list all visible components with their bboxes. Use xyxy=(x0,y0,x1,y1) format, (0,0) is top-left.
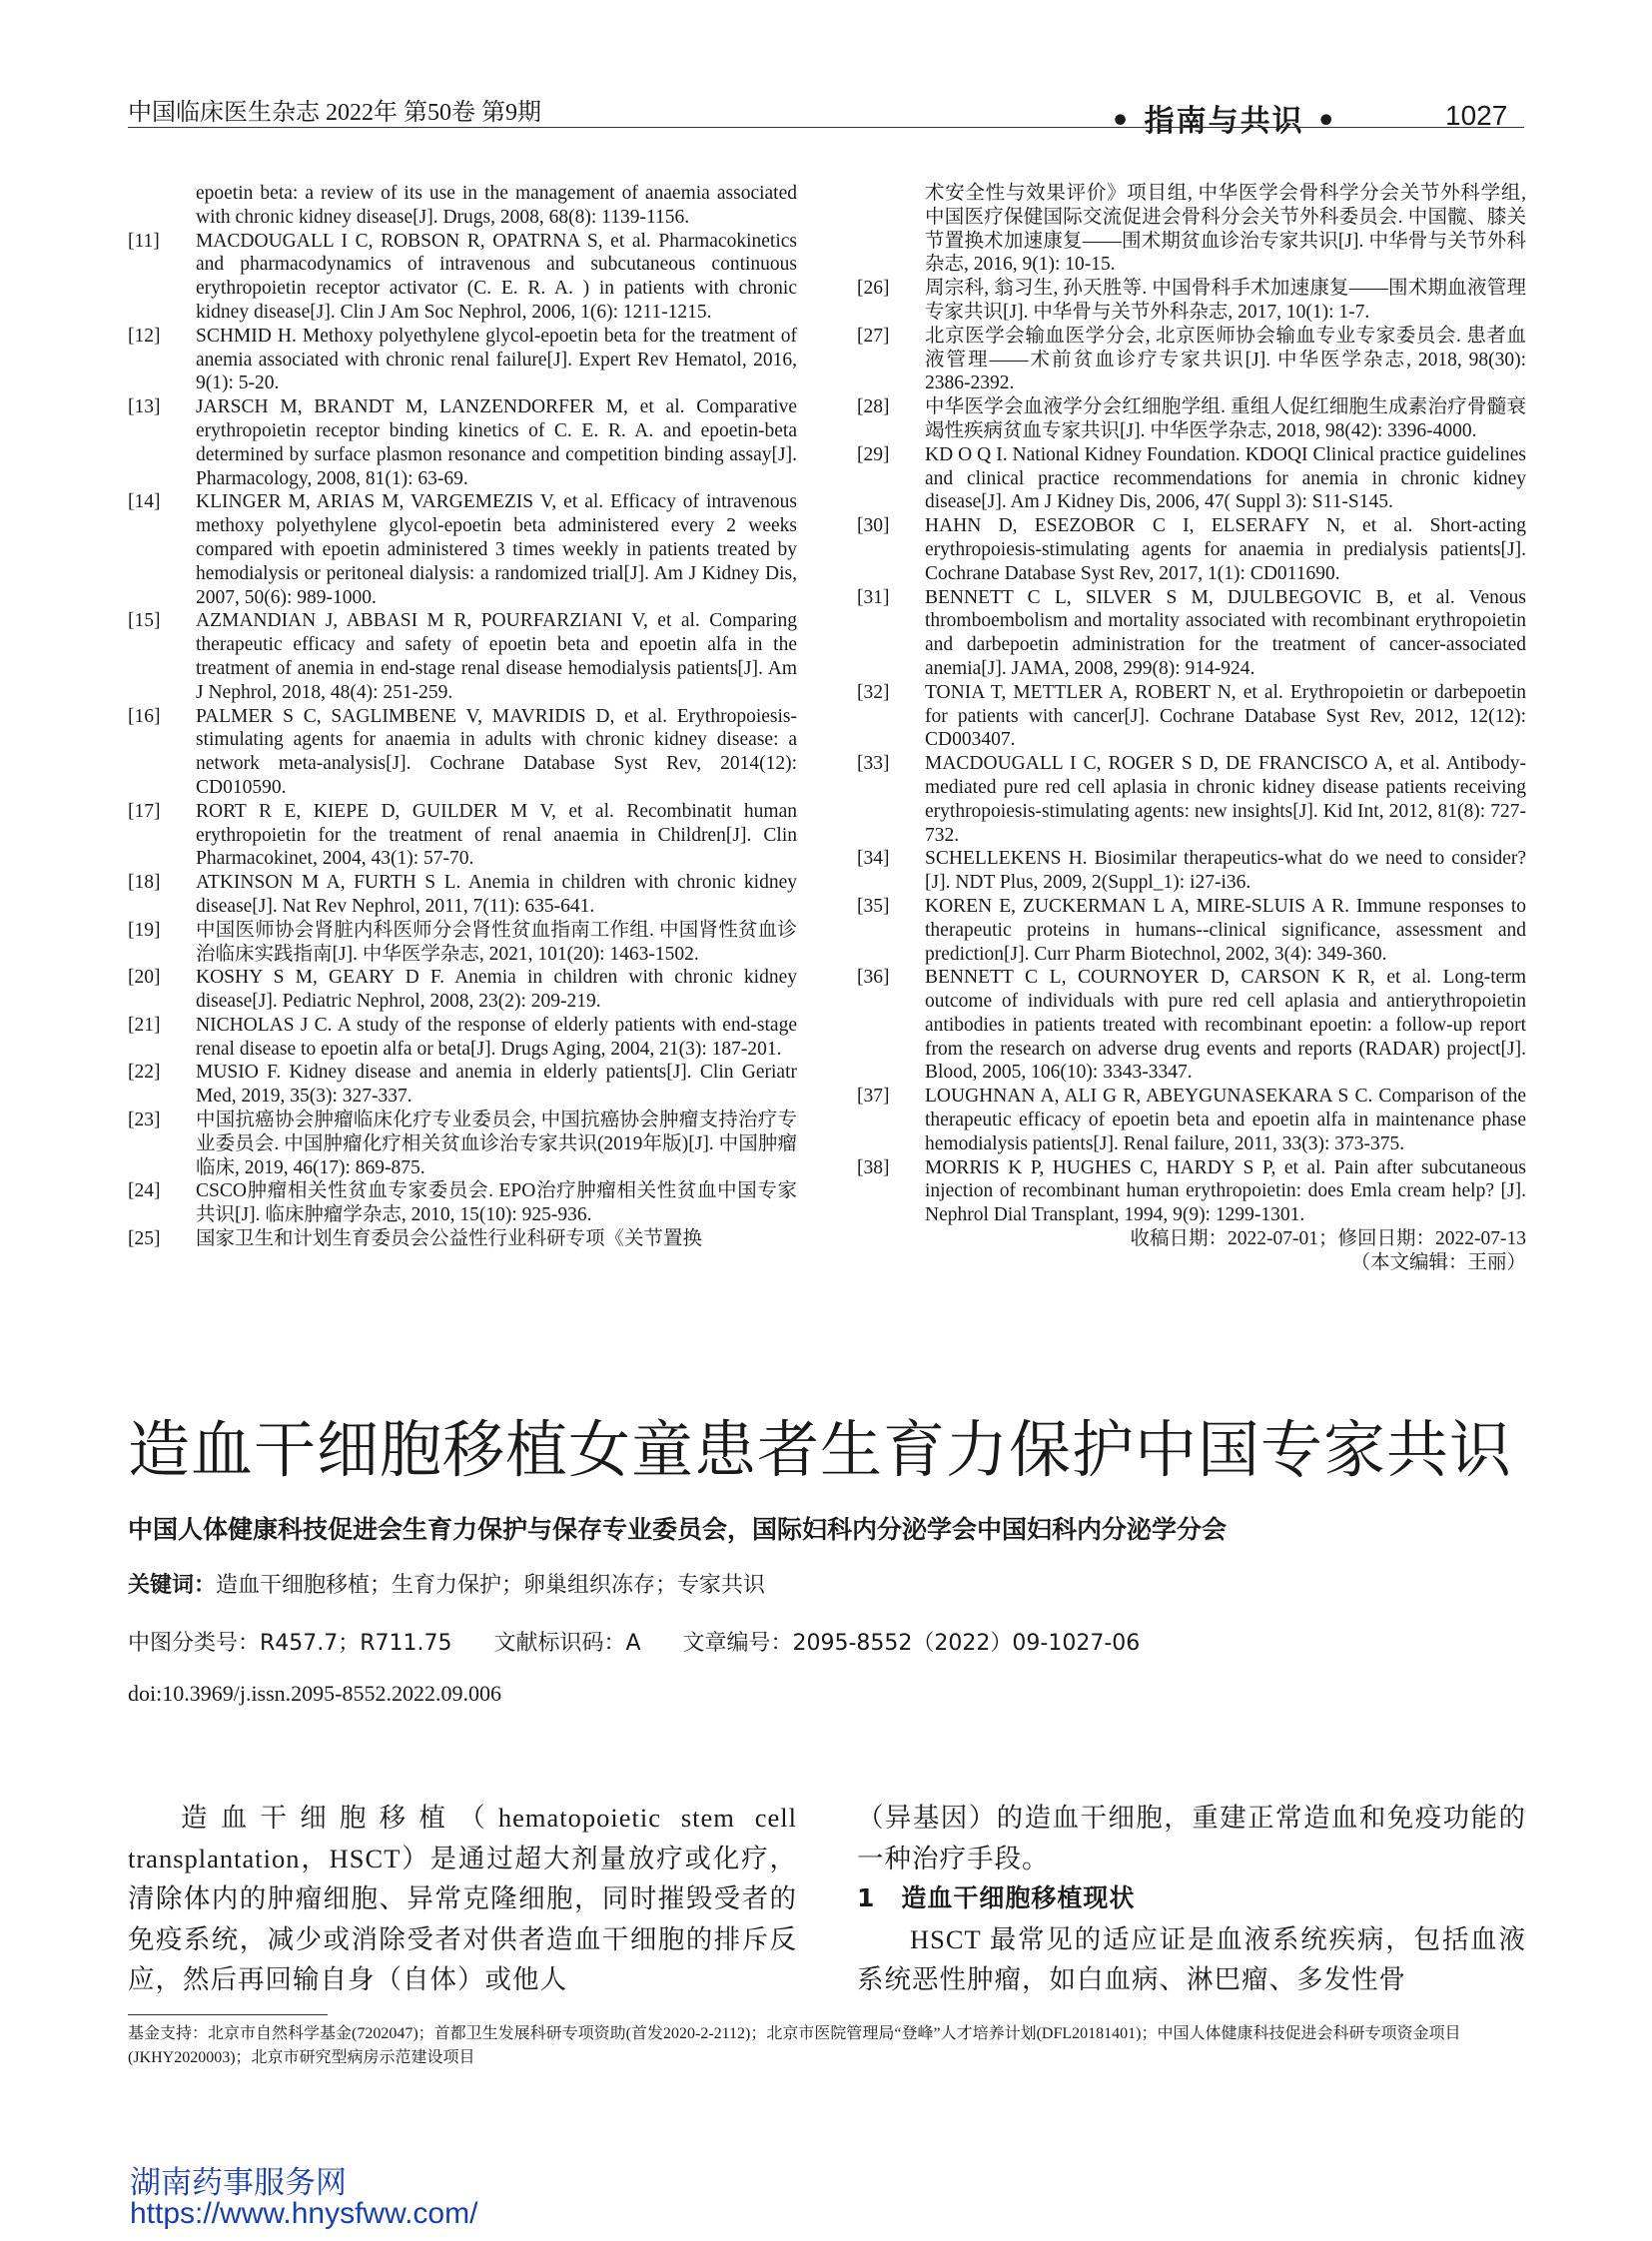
reference-text: KLINGER M, ARIAS M, VARGEMEZIS V, et al. Efficacy of intravenous methoxy polyethylene glycol-epoetin beta administered every 2 weeks compared with epoetin administered 3 times weekly in patients treated by hemodialysis or peritoneal dialysis: a randomized trial[J]. Am J Kidney Dis, 2007, 50(6): 989-1000. xyxy=(196,491,797,608)
reference-item xyxy=(128,609,797,704)
section-heading: 1 造血干细胞移植现状 xyxy=(857,1883,1136,1912)
reference-text: MUSIO F. Kidney disease and anemia in elderly patients[J]. Clin Geriatr Med, 2019, 35(3): 327-337. xyxy=(196,1062,797,1108)
reference-text: KD O Q I. National Kidney Foundation. KDOQI Clinical practice guidelines and clinical practice recommendations for anemia in chronic kidney disease[J]. Am J Kidney Dis, 2006, 47( Suppl 3): S11-S145. xyxy=(925,443,1526,513)
reference-number: [33] xyxy=(857,753,890,775)
reference-item xyxy=(128,800,797,871)
reference-text: RORT R E, KIEPE D, GUILDER M V, et al. Recombinatit human erythropoietin for the treatment of renal anaemia in Children[J]. Clin Pharmacokinet, 2004, 43(1): 57-70. xyxy=(196,800,797,870)
reference-text: CSCO肿瘤相关性贫血专家委员会. EPO治疗肿瘤相关性贫血中国专家共识[J]. 临床肿瘤学杂志, 2010, 15(10): 925-936. xyxy=(196,1180,797,1226)
classification-info: 中图分类号：R457.7；R711.75 文献标识码：A 文章编号：2095-8552（2022）09-1027-06 xyxy=(128,1631,1141,1656)
reference-text: 中华医学会血液学分会红细胞学组. 重组人促红细胞生成素治疗骨髓衰竭性疾病贫血专家共识[J]. 中华医学杂志, 2018, 98(42): 3396-4000. xyxy=(925,396,1526,441)
reference-item xyxy=(857,277,1526,325)
reference-item xyxy=(128,1014,797,1062)
reference-number: [25] xyxy=(128,1228,161,1250)
reference-text: 中国抗癌协会肿瘤临床化疗专业委员会, 中国抗癌协会肿瘤支持治疗专业委员会. 中国肿瘤化疗相关贫血诊治专家共识(2019年版)[J]. 中国肿瘤临床, 2019, 46(17): 869-875. xyxy=(196,1110,797,1178)
reference-item xyxy=(857,182,1526,277)
reference-text: BENNETT C L, SILVER S M, DJULBEGOVIC B, et al. Venous thromboembolism and mortality associated with recombinant erythropoietin and darbepoetin administration for the treatment of cancer-associated anemia[J]. JAMA, 2008, 299(8): 914-924. xyxy=(925,586,1526,679)
funding-footnote: 基金支持：北京市自然科学基金(7202047)；首都卫生发展科研专项资助(首发2020-2-2112)；北京市医院管理局“登峰”人才培养计划(DFL20181401)；中国人体健康科技促进会科研专项资金项目(JKHY2020003)；北京市研究型病房示范建设项目 xyxy=(128,2025,1461,2066)
body-paragraph: 造血干细胞移植（hematopoietic stem cell transplantation，HSCT）是通过超大剂量放疗或化疗，清除体内的肿瘤细胞、异常克隆细胞，同时摧毁受者的免疫系统，减少或消除受者对供者造血干细胞的排斥反应，然后再回输自身（自体）或他人 xyxy=(128,1803,797,1994)
watermark-url[interactable]: https://www.hnysfww.com/ xyxy=(130,2197,478,2230)
reference-number: [27] xyxy=(857,325,890,347)
reference-item xyxy=(857,681,1526,752)
reference-number: [15] xyxy=(128,610,161,632)
reference-number: [24] xyxy=(128,1180,161,1202)
reference-item xyxy=(128,871,797,919)
reference-number: [37] xyxy=(857,1086,890,1108)
reference-item xyxy=(857,895,1526,966)
reference-text: HAHN D, ESEZOBOR C I, ELSERAFY N, et al. Short-acting erythropoiesis-stimulating agents for anaemia in predialysis patients[J]. Cochrane Database Syst Rev, 2017, 1(1): CD011690. xyxy=(925,515,1526,584)
reference-text: BENNETT C L, COURNOYER D, CARSON K R, et al. Long-term outcome of individuals with pure red cell aplasia and antierythropoietin antibodies in patients treated with recombinant epoetin: a follow-up report from the research on adverse drug events and reports (RADAR) project[J]. Blood, 2005, 106(10): 3343-3347. xyxy=(925,967,1526,1084)
reference-number: [12] xyxy=(128,325,161,347)
reference-item xyxy=(128,325,797,395)
reference-item xyxy=(128,966,797,1014)
reference-item xyxy=(128,1109,797,1179)
reference-text: 周宗科, 翁习生, 孙天胜等. 中国骨科手术加速康复——围术期血液管理专家共识[J]. 中华骨与关节外科杂志, 2017, 10(1): 1-7. xyxy=(925,278,1526,323)
reference-number: [19] xyxy=(128,919,161,941)
reference-item xyxy=(128,395,797,490)
reference-text: 中国医师协会肾脏内科医师分会肾性贫血指南工作组. 中国肾性贫血诊治临床实践指南[J]. 中华医学杂志, 2021, 101(20): 1463-1502. xyxy=(196,919,797,965)
reference-item xyxy=(857,1156,1526,1227)
keywords xyxy=(128,1568,765,1599)
reference-number: [34] xyxy=(857,848,890,870)
reference-number: [28] xyxy=(857,396,890,418)
keywords-text: 造血干细胞移植；生育力保护；卵巢组织冻存；专家共识 xyxy=(216,1573,766,1598)
reference-number: [14] xyxy=(128,491,161,513)
reference-item xyxy=(128,919,797,967)
reference-item xyxy=(128,182,797,230)
reference-item xyxy=(857,325,1526,395)
reference-text: NICHOLAS J C. A study of the response of elderly patients with end-stage renal disease to epoetin alfa or beta[J]. Drugs Aging, 2004, 21(3): 187-201. xyxy=(196,1014,797,1060)
reference-number: [20] xyxy=(128,967,161,989)
reference-number: [32] xyxy=(857,681,890,703)
reference-text: ATKINSON M A, FURTH S L. Anemia in children with chronic kidney disease[J]. Nat Rev Nephrol, 2011, 7(11): 635-641. xyxy=(196,872,797,917)
keywords-label: 关键词： xyxy=(128,1573,217,1598)
received-date: 收稿日期：2022-07-01；修回日期：2022-07-13 xyxy=(1130,1228,1526,1250)
page-number: 1027 xyxy=(1445,100,1508,131)
reference-text: SCHELLEKENS H. Biosimilar therapeutics-what do we need to consider? [J]. NDT Plus, 2009, 2(Suppl_1): i27-i36. xyxy=(925,848,1526,894)
reference-text: MORRIS K P, HUGHES C, HARDY S P, et al. Pain after subcutaneous injection of recombinant human erythropoietin: does Emla cream help? [J]. Nephrol Dial Transplant, 1994, 9(9): 1299-1301. xyxy=(925,1156,1526,1226)
article-authors: 中国人体健康科技促进会生育力保护与保存专业委员会，国际妇科内分泌学会中国妇科内分泌学分会 xyxy=(128,1515,1228,1544)
header-rule xyxy=(128,127,1524,128)
reference-number: [23] xyxy=(128,1110,161,1131)
reference-number: [13] xyxy=(128,396,161,418)
section-label: • 指南与共识 • xyxy=(1111,104,1338,139)
reference-number: [38] xyxy=(857,1156,890,1178)
reference-text: PALMER S C, SAGLIMBENE V, MAVRIDIS D, et al. Erythropoiesis-stimulating agents for anaemia in adults with chronic kidney disease: a network meta-analysis[J]. Cochrane Database Syst Rev, 2014(12): CD010590. xyxy=(196,705,797,798)
reference-number: [36] xyxy=(857,967,890,989)
reference-number: [21] xyxy=(128,1014,161,1036)
reference-item xyxy=(128,490,797,609)
reference-list-left xyxy=(128,182,797,1251)
reference-text: epoetin beta: a review of its use in the management of anaemia associated with chronic kidney disease[J]. Drugs, 2008, 68(8): 1139-1156. xyxy=(196,183,797,228)
reference-text: SCHMID H. Methoxy polyethylene glycol-epoetin beta for the treatment of anemia associated with chronic renal failure[J]. Expert Rev Hematol, 2016, 9(1): 5-20. xyxy=(196,325,797,394)
reference-item xyxy=(128,1179,797,1227)
footnote-rule xyxy=(128,2014,328,2015)
reference-text: KOSHY S M, GEARY D F. Anemia in children with chronic kidney disease[J]. Pediatric Nephrol, 2008, 23(2): 209-219. xyxy=(196,967,797,1013)
journal-header: 中国临床医生杂志 2022年 第50卷 第9期 xyxy=(128,100,541,126)
reference-item xyxy=(128,230,797,325)
reference-item xyxy=(857,966,1526,1085)
body-paragraph: HSCT 最常见的适应证是血液系统疾病，包括血液系统恶性肿瘤，如白血病、淋巴瘤、多发性骨 xyxy=(857,1923,1526,1994)
reference-text: LOUGHNAN A, ALI G R, ABEYGUNASEKARA S C. Comparison of the therapeutic efficacy of epoetin beta and epoetin alfa in maintenance phase hemodialysis patients[J]. Renal failure, 2011, 33(3): 373-375. xyxy=(925,1086,1526,1154)
reference-text: TONIA T, METTLER A, ROBERT N, et al. Erythropoietin or darbepoetin for patients with cancer[J]. Cochrane Database Syst Rev, 2012, 12(12): CD003407. xyxy=(925,681,1526,751)
editor-note: （本文编辑：王丽） xyxy=(1350,1251,1526,1273)
reference-number: [22] xyxy=(128,1062,161,1084)
reference-number: [18] xyxy=(128,872,161,894)
reference-item xyxy=(128,1061,797,1109)
reference-item xyxy=(857,847,1526,895)
reference-text: AZMANDIAN J, ABBASI M R, POURFARZIANI V, et al. Comparing therapeutic efficacy and safety of epoetin beta and epoetin alfa in the treatment of anemia in end-stage renal disease hemodialysis patients[J]. Am J Nephrol, 2018, 48(4): 251-259. xyxy=(196,610,797,703)
reference-item xyxy=(857,586,1526,681)
body-column-right xyxy=(857,1798,1526,2000)
reference-number: [31] xyxy=(857,586,890,608)
reference-text: 术安全性与效果评价》项目组, 中华医学会骨科学分会关节外科学组, 中国医疗保健国际交流促进会骨科分会关节外科委员会. 中国髋、膝关节置换术加速康复——围术期贫血诊治专家共识[J]. 中华骨与关节外科杂志, 2016, 9(1): 10-15. xyxy=(925,183,1526,276)
reference-text: MACDOUGALL I C, ROGER S D, DE FRANCISCO A, et al. Antibody-mediated pure red cell aplasia in chronic kidney disease patients receiving erythropoiesis-stimulating agents: new insights[J]. Kid Int, 2012, 81(8): 727-732. xyxy=(925,753,1526,846)
reference-item xyxy=(857,752,1526,847)
reference-item xyxy=(128,705,797,800)
reference-item xyxy=(857,514,1526,585)
reference-number: [35] xyxy=(857,895,890,917)
reference-number: [26] xyxy=(857,278,890,300)
reference-number: [17] xyxy=(128,800,161,822)
reference-text: MACDOUGALL I C, ROBSON R, OPATRNA S, et al. Pharmacokinetics and pharmacodynamics of intravenous and subcutaneous continuous erythropoietin receptor activator (C. E. R. A. ) in patients with chronic kidney disease[J]. Clin J Am Soc Nephrol, 2006, 1(6): 1211-1215. xyxy=(196,230,797,323)
reference-item xyxy=(857,395,1526,443)
body-column-left xyxy=(128,1798,797,2000)
reference-number: [16] xyxy=(128,705,161,727)
reference-number: [30] xyxy=(857,515,890,537)
doi: doi:10.3969/j.issn.2095-8552.2022.09.006 xyxy=(128,1681,502,1706)
reference-text: 国家卫生和计划生育委员会公益性行业科研专项《关节置换 xyxy=(196,1228,703,1250)
body-paragraph: （异基因）的造血干细胞，重建正常造血和免疫功能的一种治疗手段。 xyxy=(857,1803,1526,1873)
watermark-site-name: 湖南药事服务网 xyxy=(130,2165,347,2201)
reference-text: 北京医学会输血医学分会, 北京医师协会输血专业专家委员会. 患者血液管理——术前贫血诊疗专家共识[J]. 中华医学杂志, 2018, 98(30): 2386-2392. xyxy=(925,325,1526,394)
reference-item xyxy=(128,1227,797,1251)
article-title: 造血干细胞移植女童患者生育力保护中国专家共识 xyxy=(128,1413,1513,1486)
reference-item xyxy=(857,443,1526,514)
reference-text: KOREN E, ZUCKERMAN L A, MIRE-SLUIS A R. Immune responses to therapeutic proteins in humans--clinical significance, assessment and prediction[J]. Curr Pharm Biotechnol, 2002, 3(4): 349-360. xyxy=(925,895,1526,965)
reference-text: JARSCH M, BRANDT M, LANZENDORFER M, et al. Comparative erythropoietin receptor binding kinetics of C. E. R. A. and epoetin-beta determined by surface plasmon resonance and competition binding assay[J]. Pharmacology, 2008, 81(1): 63-69. xyxy=(196,396,797,489)
reference-number: [29] xyxy=(857,443,890,465)
reference-list-right xyxy=(857,182,1526,1275)
reference-item xyxy=(857,1085,1526,1155)
reference-number: [11] xyxy=(128,230,160,252)
